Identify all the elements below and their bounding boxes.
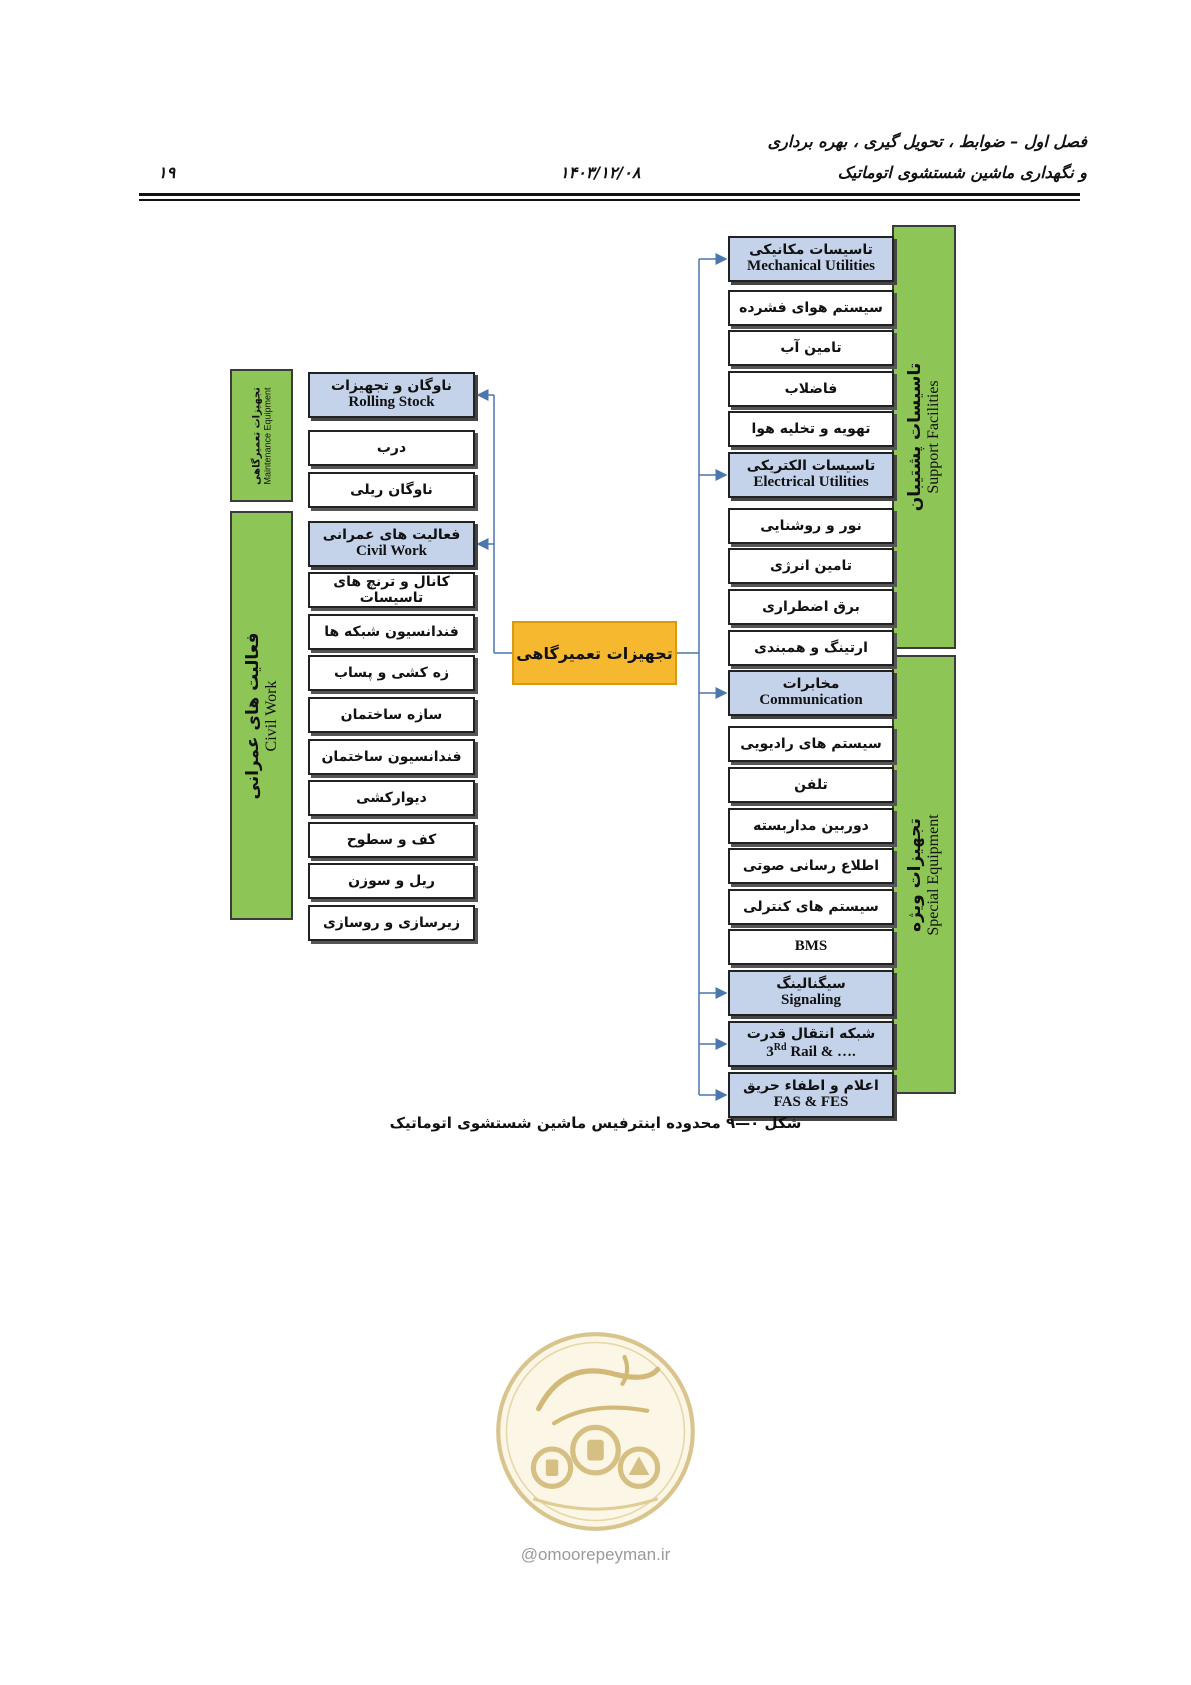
figure-caption: شکل ۰—۹ محدوده اینترفیس ماشین شستشوی اتوماتیک: [389, 1114, 802, 1132]
left-box-6-fa-label: فندانسیون شبکه ها: [324, 623, 459, 640]
right-box-10-fa-label: ارتینگ و همبندی: [754, 639, 868, 656]
left-box-12: [308, 863, 475, 899]
right-box-9-fa-label: برق اضطراری: [762, 598, 860, 615]
right-box-20-en-label: FAS & FES: [773, 1094, 849, 1111]
group-maintenance-equipment: [230, 369, 293, 502]
right-box-7: [728, 508, 894, 544]
right-box-11: [728, 670, 894, 716]
right-box-3: [728, 330, 894, 366]
left-box-8: [308, 697, 475, 733]
group-special-equipment-fa: تجهیزات ویژه: [905, 817, 925, 932]
right-box-1: [728, 236, 894, 282]
right-box-8-fa-label: تامین انرژی: [769, 557, 853, 574]
left-box-2: [308, 430, 475, 466]
right-box-17: [728, 929, 894, 965]
right-box-2: [728, 290, 894, 326]
right-box-1-en-label: Mechanical Utilities: [747, 258, 875, 275]
left-box-5-fa-label: کانال و ترنچ های تاسیسات: [333, 573, 450, 606]
right-box-15-fa-label: اطلاع رسانی صوتی: [742, 857, 880, 874]
left-box-6: [308, 614, 475, 650]
right-box-15: [728, 848, 894, 884]
group-civil-work-fa: فعالیت های عمرانی: [242, 631, 263, 800]
right-box-11-en-label: Communication: [759, 692, 863, 709]
group-civil-work-en: Civil Work: [262, 680, 280, 751]
left-box-4-fa-label: فعالیت های عمرانی: [322, 527, 461, 544]
right-box-14-fa-label: دوربین مداربسته: [753, 817, 869, 834]
left-box-9-fa-label: فندانسیون ساختمان: [321, 748, 462, 765]
right-box-6-fa-label: تاسیسات الکتریکی: [746, 458, 876, 475]
right-box-20: [728, 1072, 894, 1118]
right-box-14: [728, 808, 894, 844]
right-box-9: [728, 589, 894, 625]
left-box-1-en-label: Rolling Stock: [348, 394, 435, 411]
right-box-7-fa-label: نور و روشنایی: [760, 517, 862, 534]
left-box-4-en-label: Civil Work: [356, 543, 427, 560]
left-box-7-fa-label: زه کشی و پساب: [333, 664, 450, 681]
right-box-13: [728, 767, 894, 803]
right-box-18-fa-label: سیگنالینگ: [776, 976, 846, 993]
center-box-maintenance-equipment: [512, 621, 677, 685]
left-box-11: [308, 822, 475, 858]
group-maintenance-en: Maintenance Equipment: [262, 386, 272, 485]
left-box-13: [308, 905, 475, 941]
right-box-20-fa-label: اعلام و اطفاء حریق: [743, 1078, 879, 1095]
left-box-10-fa-label: دیوارکشی: [356, 789, 427, 806]
seal-website-url: @omoorepeyman.ir: [520, 1545, 671, 1564]
right-box-18-en-label: Signaling: [780, 992, 842, 1009]
right-box-4-fa-label: فاضلاب: [784, 380, 838, 397]
right-box-12: [728, 726, 894, 762]
omoorepeyman-seal-logo: [492, 1328, 699, 1535]
page-number: ۱۹: [158, 163, 176, 182]
left-box-1: [308, 372, 475, 418]
right-box-16: [728, 889, 894, 925]
left-box-3-fa-label: ناوگان ریلی: [350, 481, 433, 498]
left-box-11-fa-label: کف و سطوح: [346, 831, 437, 848]
right-box-1-fa-label: تاسیسات مکانیکی: [749, 242, 873, 259]
right-box-2-fa-label: سیستم هوای فشرده: [739, 299, 883, 316]
right-box-6: [728, 452, 894, 498]
group-support-facilities-fa: تاسیسات پشتیبان: [905, 362, 925, 512]
group-support-facilities: [892, 225, 956, 649]
center-box-label: تجهیزات تعمیرگاهی: [516, 643, 673, 663]
right-box-18: [728, 970, 894, 1016]
left-box-1-fa-label: ناوگان و تجهیزات: [331, 378, 452, 395]
header-chapter-title: فصل اول – ضوابط ، تحویل گیری ، بهره برداری: [767, 132, 1087, 151]
right-box-11-fa-label: مخابرات: [782, 676, 840, 693]
group-civil-work: [230, 511, 293, 920]
right-box-16-fa-label: سیستم های کنترلی: [743, 898, 879, 915]
left-box-10: [308, 780, 475, 816]
group-maintenance-fa: تجهیزات تعمیرگاهی: [251, 386, 262, 485]
left-box-4: [308, 521, 475, 567]
left-box-5: [308, 572, 475, 608]
left-box-3: [308, 472, 475, 508]
right-box-8: [728, 548, 894, 584]
right-box-17-en-label: BMS: [794, 938, 828, 955]
left-box-7: [308, 655, 475, 691]
right-box-19: [728, 1021, 894, 1067]
header-subtitle: و نگهداری ماشین شستشوی اتوماتیک: [837, 163, 1087, 182]
right-box-4: [728, 371, 894, 407]
right-box-5: [728, 411, 894, 447]
group-support-facilities-en: Support Facilities: [925, 380, 942, 494]
left-box-9: [308, 739, 475, 775]
header-date: ۱۴۰۳/۱۲/۰۸: [560, 163, 641, 182]
left-box-8-fa-label: سازه ساختمان: [340, 706, 443, 723]
header-rule-thin: [139, 199, 1080, 201]
right-box-10: [728, 630, 894, 666]
right-box-3-fa-label: تامین آب: [780, 339, 842, 356]
right-box-13-fa-label: تلفن: [794, 776, 828, 793]
group-special-equipment: [892, 655, 956, 1094]
left-box-2-fa-label: درب: [376, 439, 407, 456]
right-box-6-en-label: Electrical Utilities: [753, 474, 869, 491]
right-box-12-fa-label: سیستم های رادیویی: [740, 735, 882, 752]
left-box-13-fa-label: زیرسازی و روسازی: [322, 914, 461, 931]
header-rule-thick: [139, 193, 1080, 196]
group-special-equipment-en: Special Equipment: [925, 813, 942, 936]
right-box-5-fa-label: تهویه و تخلیه هوا: [751, 420, 871, 437]
right-box-19-en-label: 3Rd Rail & ….: [766, 1042, 856, 1061]
right-box-19-fa-label: شبکه انتقال قدرت: [746, 1026, 876, 1043]
left-box-12-fa-label: ریل و سوزن: [348, 872, 435, 889]
